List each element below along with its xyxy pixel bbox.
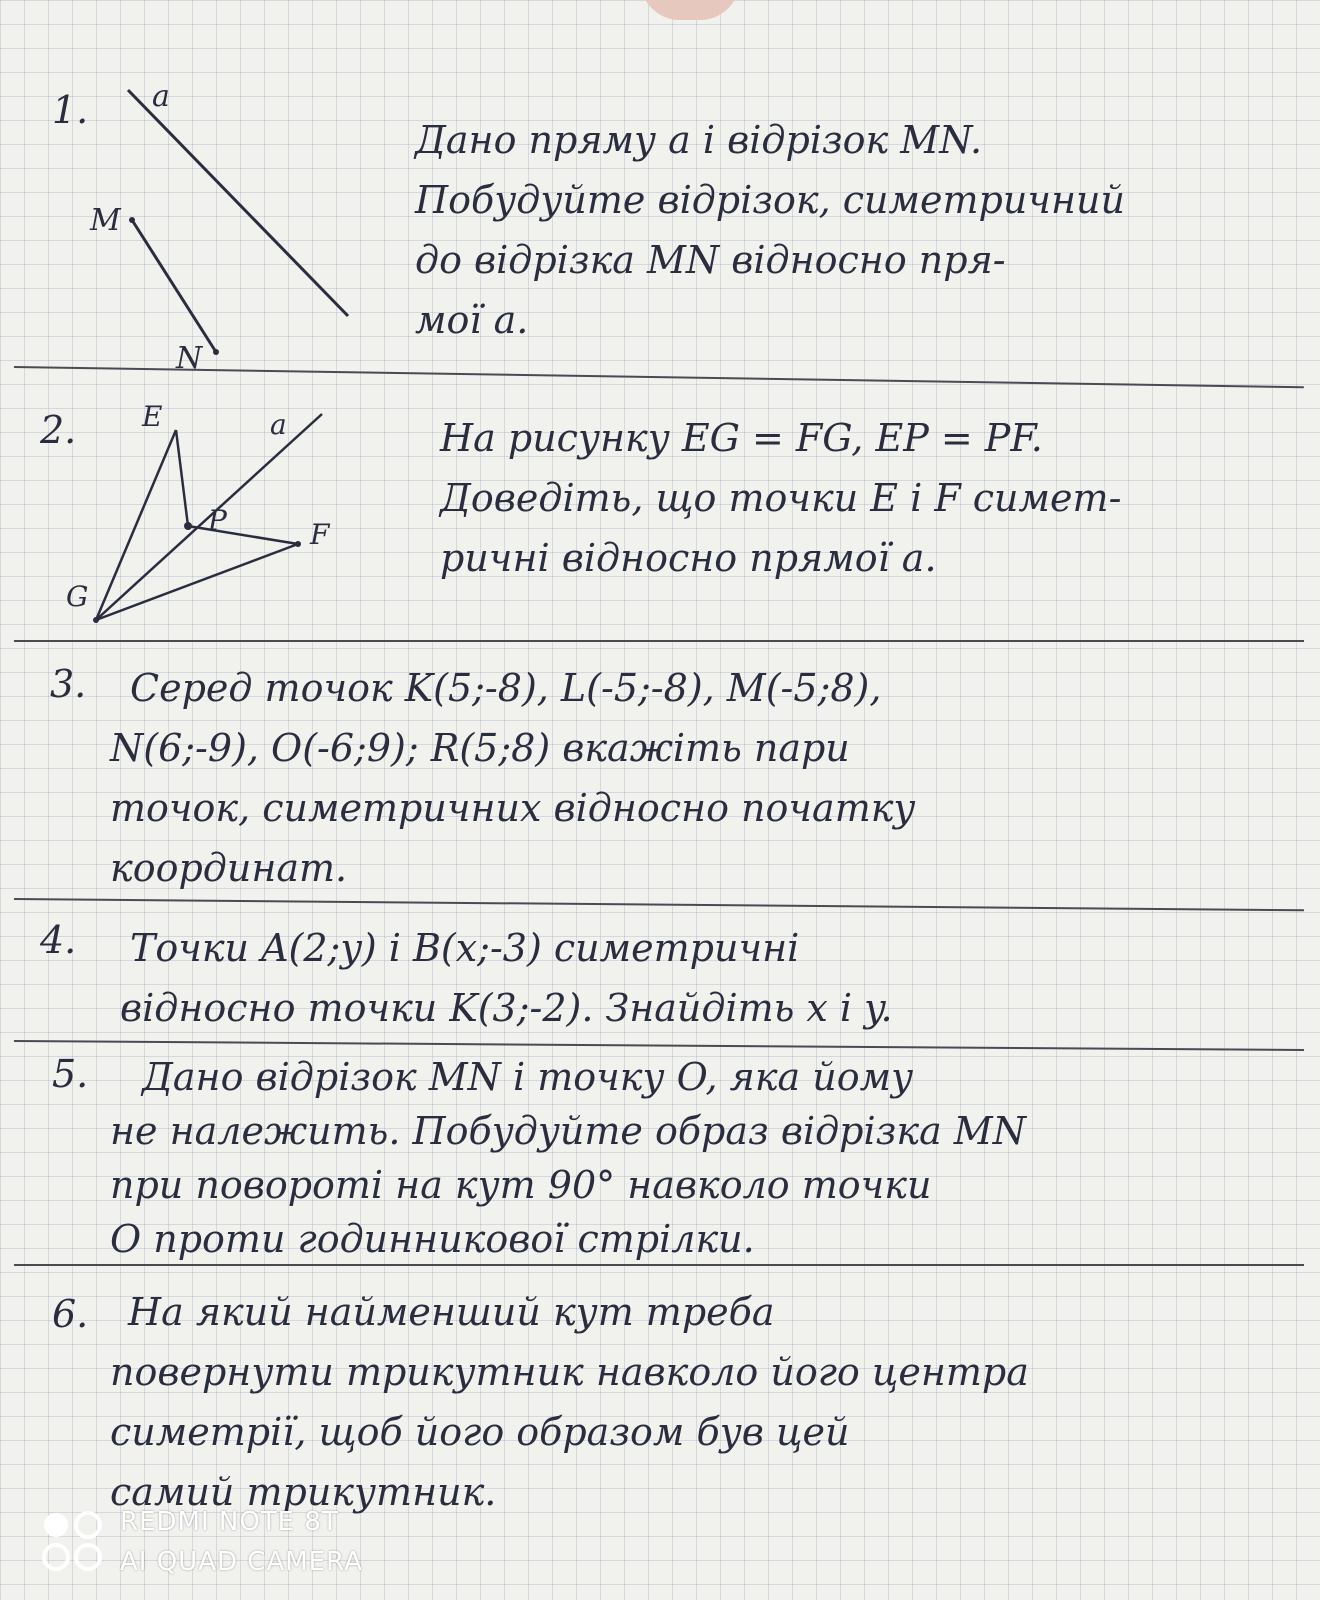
task-6-number: 6. (52, 1292, 89, 1336)
task-1-line-2: Побудуйте відрізок, симетричний (415, 178, 1125, 222)
task-3-line-1: Серед точок K(5;-8), L(-5;-8), M(-5;8), (130, 666, 882, 710)
task-6-line-3: симетрії, щоб його образом був цей (110, 1410, 850, 1454)
task-5-line-3: при повороті на кут 90° навколо точки (110, 1163, 932, 1207)
watermark-line-2: AI QUAD CAMERA (120, 1547, 363, 1577)
segment-gf (96, 544, 298, 620)
point-p-dot (184, 522, 192, 530)
point-n-dot (213, 349, 219, 355)
figure-2 (60, 400, 360, 640)
point-n-label: N (176, 341, 203, 376)
task-5-number: 5. (52, 1052, 89, 1096)
task-4-number: 4. (40, 918, 77, 962)
segment-eg (96, 430, 176, 620)
point-g-dot (93, 617, 99, 623)
segment-mn (132, 220, 216, 352)
task-6-line-2: повернути трикутник навколо його центра (110, 1350, 1029, 1394)
task-1-line-1: Дано пряму a і відрізок MN. (415, 118, 983, 162)
point-f-label: F (310, 518, 330, 551)
task-3-line-3: точок, симетричних відносно початку (110, 786, 916, 830)
task-2-line-1: На рисунку EG = FG, EP = PF. (440, 416, 1043, 460)
task-5-line-1: Дано відрізок MN і точку O, яка йому (142, 1055, 914, 1099)
camera-watermark (40, 1502, 363, 1582)
segment-pf (188, 526, 298, 544)
task-3-line-2: N(6;-9), O(-6;9); R(5;8) вкажіть пари (110, 726, 850, 770)
task-2-line-3: ричні відносно прямої a. (440, 536, 937, 580)
task-3-line-4: координат. (110, 846, 348, 890)
task-6-line-1: На який найменший кут треба (128, 1290, 775, 1334)
divider-5 (14, 1264, 1304, 1266)
task-1-line-4: мої a. (415, 298, 529, 342)
task-4-line-1: Точки A(2;y) і B(x;-3) симетричні (130, 926, 800, 970)
divider-3 (14, 898, 1304, 911)
point-f-dot (295, 541, 301, 547)
line-a-label: a (152, 79, 170, 114)
figure-1 (80, 80, 380, 380)
point-g-label: G (66, 580, 89, 613)
task-2-number: 2. (40, 408, 77, 452)
point-m-dot (129, 217, 135, 223)
task-3-text (110, 658, 1300, 898)
point-e-label: E (142, 400, 163, 433)
finger-at-top (640, 0, 740, 20)
task-3-number: 3. (50, 662, 87, 706)
task-6-text (110, 1282, 1300, 1522)
task-2-line-2: Доведіть, що точки E і F симет- (440, 476, 1122, 520)
divider-2 (14, 640, 1304, 642)
line-a-label: a (270, 408, 287, 441)
point-m-label: M (90, 203, 121, 238)
task-1-text (415, 110, 1295, 350)
segment-ep (176, 430, 188, 526)
point-p-label: P (208, 504, 227, 537)
task-1-line-3: до відрізка MN відносно пря- (415, 238, 1006, 282)
task-1-number: 1. (52, 88, 89, 132)
task-5-line-2: не належить. Побудуйте образ відрізка MN (110, 1109, 1026, 1153)
task-6-line-4: самий трикутник. (110, 1470, 497, 1514)
task-2-text (440, 408, 1300, 588)
watermark-line-1: REDMI NOTE 8T (120, 1507, 339, 1537)
task-4-line-2: відносно точки K(3;-2). Знайдіть x і y. (120, 986, 893, 1030)
task-5-text (110, 1050, 1300, 1266)
task-4-text (120, 918, 1300, 1038)
camera-lens-icon (40, 1509, 106, 1575)
task-5-line-4: O проти годинникової стрілки. (110, 1217, 755, 1261)
line-a (128, 90, 348, 316)
